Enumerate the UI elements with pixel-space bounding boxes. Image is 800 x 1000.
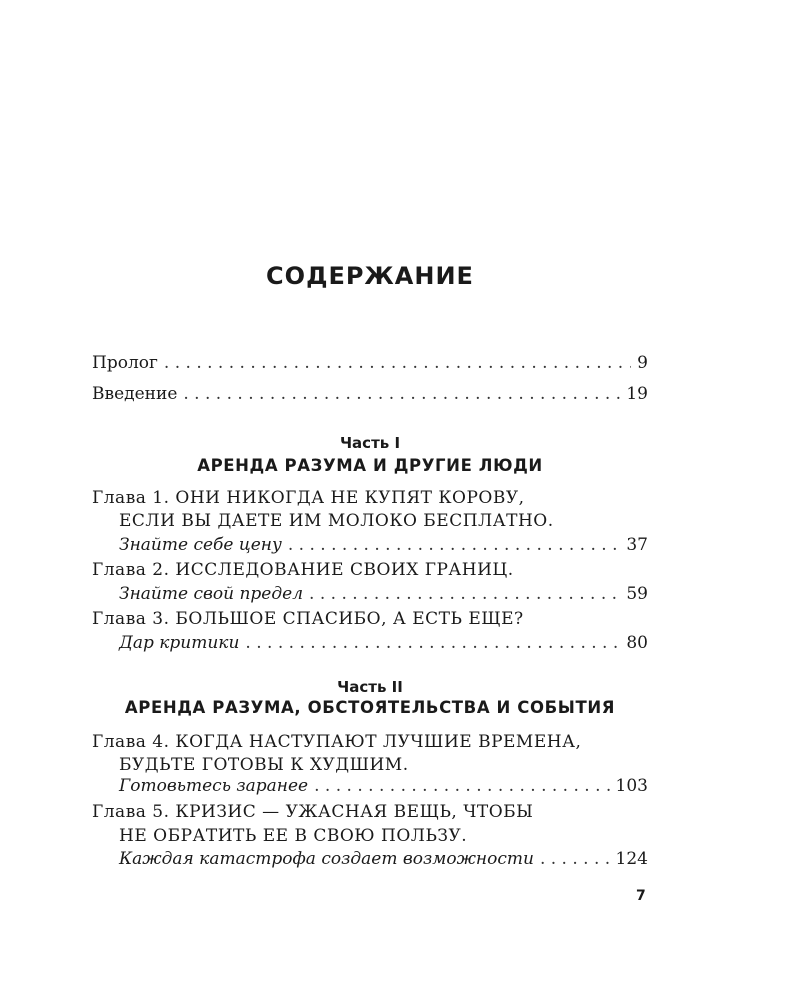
toc-entry-label: Пролог bbox=[92, 353, 158, 373]
toc-entry-page: 19 bbox=[626, 384, 648, 404]
chapter-title-continued[interactable]: ЕСЛИ ВЫ ДАЕТЕ ИМ МОЛОКО БЕСПЛАТНО. bbox=[119, 511, 554, 531]
toc-entry-page: 59 bbox=[626, 584, 648, 604]
chapter-subtitle: Готовьтесь заранее bbox=[119, 776, 309, 796]
part-label: Часть II bbox=[337, 678, 403, 696]
chapter-title[interactable]: Глава 2. ИССЛЕДОВАНИЕ СВОИХ ГРАНИЦ. bbox=[92, 560, 514, 580]
toc-entry-page: 9 bbox=[637, 353, 648, 373]
toc-entry-prologue[interactable] bbox=[92, 352, 648, 374]
chapter-title[interactable]: Глава 5. КРИЗИС — УЖАСНАЯ ВЕЩЬ, ЧТОБЫ bbox=[92, 802, 534, 822]
leader-dots bbox=[314, 775, 609, 797]
table-of-contents bbox=[92, 0, 648, 1000]
toc-entry-page: 80 bbox=[626, 633, 648, 653]
chapter-title-continued[interactable]: НЕ ОБРАТИТЬ ЕЕ В СВОЮ ПОЛЬЗУ. bbox=[119, 826, 468, 846]
part-label: Часть I bbox=[339, 434, 401, 452]
toc-entry-chapter-1[interactable] bbox=[119, 534, 648, 556]
toc-entry-chapter-3[interactable] bbox=[119, 632, 648, 654]
chapter-subtitle: Знайте свой предел bbox=[119, 584, 304, 604]
toc-entry-chapter-4[interactable] bbox=[119, 775, 648, 797]
toc-entry-page: 37 bbox=[626, 535, 648, 555]
toc-entry-chapter-5[interactable] bbox=[119, 848, 648, 870]
chapter-title[interactable]: Глава 3. БОЛЬШОЕ СПАСИБО, А ЕСТЬ ЕЩЕ? bbox=[92, 609, 524, 629]
leader-dots bbox=[288, 534, 620, 556]
toc-entry-introduction[interactable] bbox=[92, 383, 648, 405]
chapter-subtitle: Дар критики bbox=[119, 633, 240, 653]
leader-dots bbox=[164, 352, 631, 374]
chapter-subtitle: Знайте себе цену bbox=[119, 535, 282, 555]
chapter-subtitle: Каждая катастрофа создает возможности bbox=[119, 849, 534, 869]
part-title: АРЕНДА РАЗУМА, ОБСТОЯТЕЛЬСТВА И СОБЫТИЯ bbox=[124, 698, 616, 717]
chapter-title[interactable]: Глава 1. ОНИ НИКОГДА НЕ КУПЯТ КОРОВУ, bbox=[92, 488, 525, 508]
chapter-title[interactable]: Глава 4. КОГДА НАСТУПАЮТ ЛУЧШИЕ ВРЕМЕНА, bbox=[92, 732, 582, 752]
toc-entry-page: 103 bbox=[615, 776, 648, 796]
leader-dots bbox=[540, 848, 610, 870]
toc-entry-chapter-2[interactable] bbox=[119, 583, 648, 605]
page-number: 7 bbox=[636, 888, 646, 904]
leader-dots bbox=[245, 632, 620, 654]
page-title: СОДЕРЖАНИЕ bbox=[266, 262, 474, 290]
leader-dots bbox=[309, 583, 620, 605]
part-title: АРЕНДА РАЗУМА И ДРУГИЕ ЛЮДИ bbox=[197, 456, 543, 475]
toc-entry-label: Введение bbox=[92, 384, 178, 404]
chapter-title-continued[interactable]: БУДЬТЕ ГОТОВЫ К ХУДШИМ. bbox=[119, 755, 409, 775]
toc-entry-page: 124 bbox=[615, 849, 648, 869]
leader-dots bbox=[183, 383, 620, 405]
